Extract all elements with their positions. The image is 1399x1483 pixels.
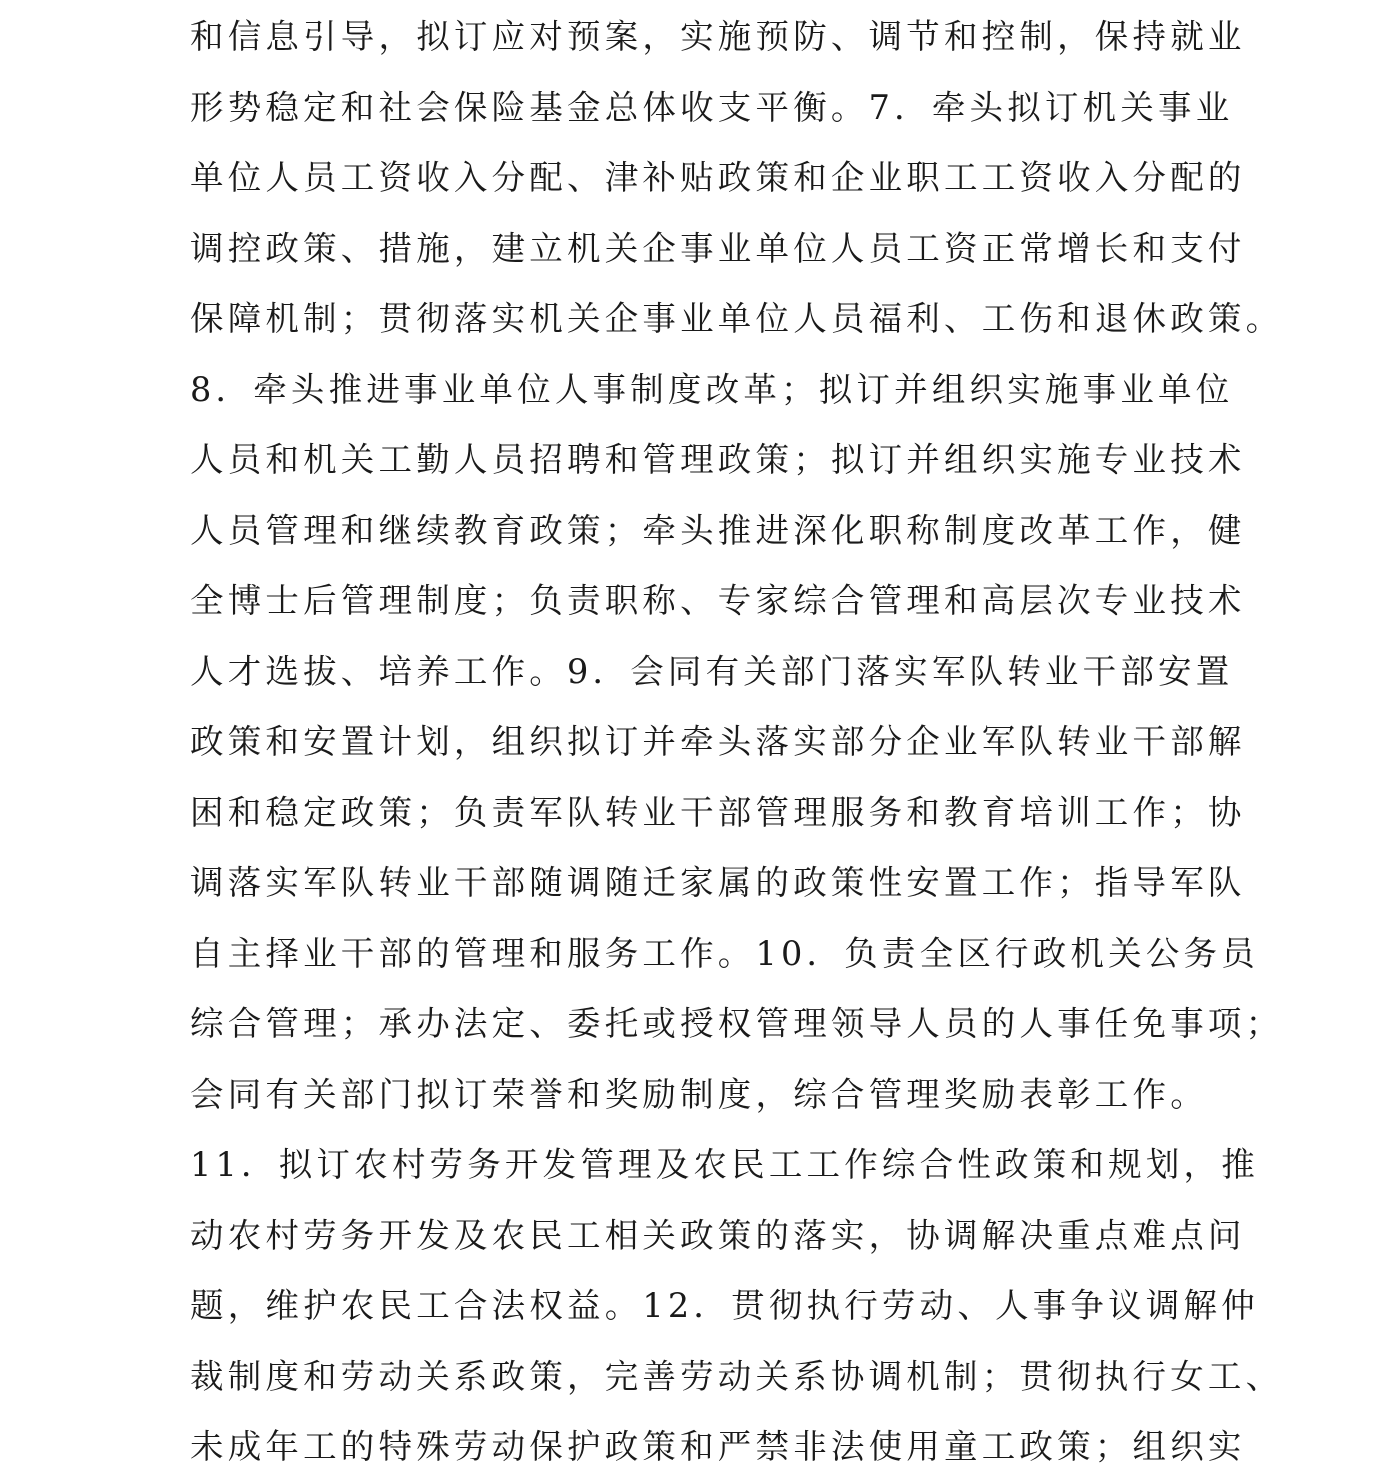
text-line: 自主择业干部的管理和服务工作。10．负责全区行政机关公务员 xyxy=(190,933,1259,973)
text-line: 人员和机关工勤人员招聘和管理政策；拟订并组织实施专业技术 xyxy=(190,440,1246,479)
text-line: 和信息引导，拟订应对预案，实施预防、调节和控制，保持就业 xyxy=(190,17,1246,56)
text-line: 动农村劳务开发及农民工相关政策的落实，协调解决重点难点问 xyxy=(190,1215,1246,1255)
text-line: 单位人员工资收入分配、津补贴政策和企业职工工资收入分配的 xyxy=(190,158,1246,197)
text-line: 人才选拔、培养工作。9．会同有关部门落实军队转业干部安置 xyxy=(190,651,1234,691)
text-line: 未成年工的特殊劳动保护政策和严禁非法使用童工政策；组织实 xyxy=(190,1427,1246,1466)
text-line: 题，维护农民工合法权益。12．贯彻执行劳动、人事争议调解仲 xyxy=(190,1286,1259,1325)
text-line: 11．拟订农村劳务开发管理及农民工工作综合性政策和规划，推 xyxy=(190,1145,1259,1184)
text-line: 调控政策、措施，建立机关企事业单位人员工资正常增长和支付 xyxy=(190,228,1246,268)
text-line: 困和稳定政策；负责军队转业干部管理服务和教育培训工作；协 xyxy=(190,792,1246,832)
text-line: 调落实军队转业干部随调随迁家属的政策性安置工作；指导军队 xyxy=(190,863,1246,902)
text-line: 全博士后管理制度；负责职称、专家综合管理和高层次专业技术 xyxy=(190,581,1246,620)
text-line: 人员管理和继续教育政策；牵头推进深化职称制度改革工作，健 xyxy=(190,510,1246,550)
text-line: 裁制度和劳动关系政策，完善劳动关系协调机制；贯彻执行女工、 xyxy=(190,1356,1284,1396)
body-text xyxy=(190,2,1284,1483)
text-line: 形势稳定和社会保险基金总体收支平衡。7．牵头拟订机关事业 xyxy=(190,87,1234,127)
text-line: 保障机制；贯彻落实机关企事业单位人员福利、工伤和退休政策。 xyxy=(190,299,1284,338)
text-line: 会同有关部门拟订荣誉和奖励制度，综合管理奖励表彰工作。 xyxy=(190,1074,1208,1114)
text-line: 8．牵头推进事业单位人事制度改革；拟订并组织实施事业单位 xyxy=(190,369,1234,409)
text-line: 政策和安置计划，组织拟订并牵头落实部分企业军队转业干部解 xyxy=(190,722,1246,761)
text-line: 综合管理；承办法定、委托或授权管理领导人员的人事任免事项； xyxy=(190,1004,1284,1043)
